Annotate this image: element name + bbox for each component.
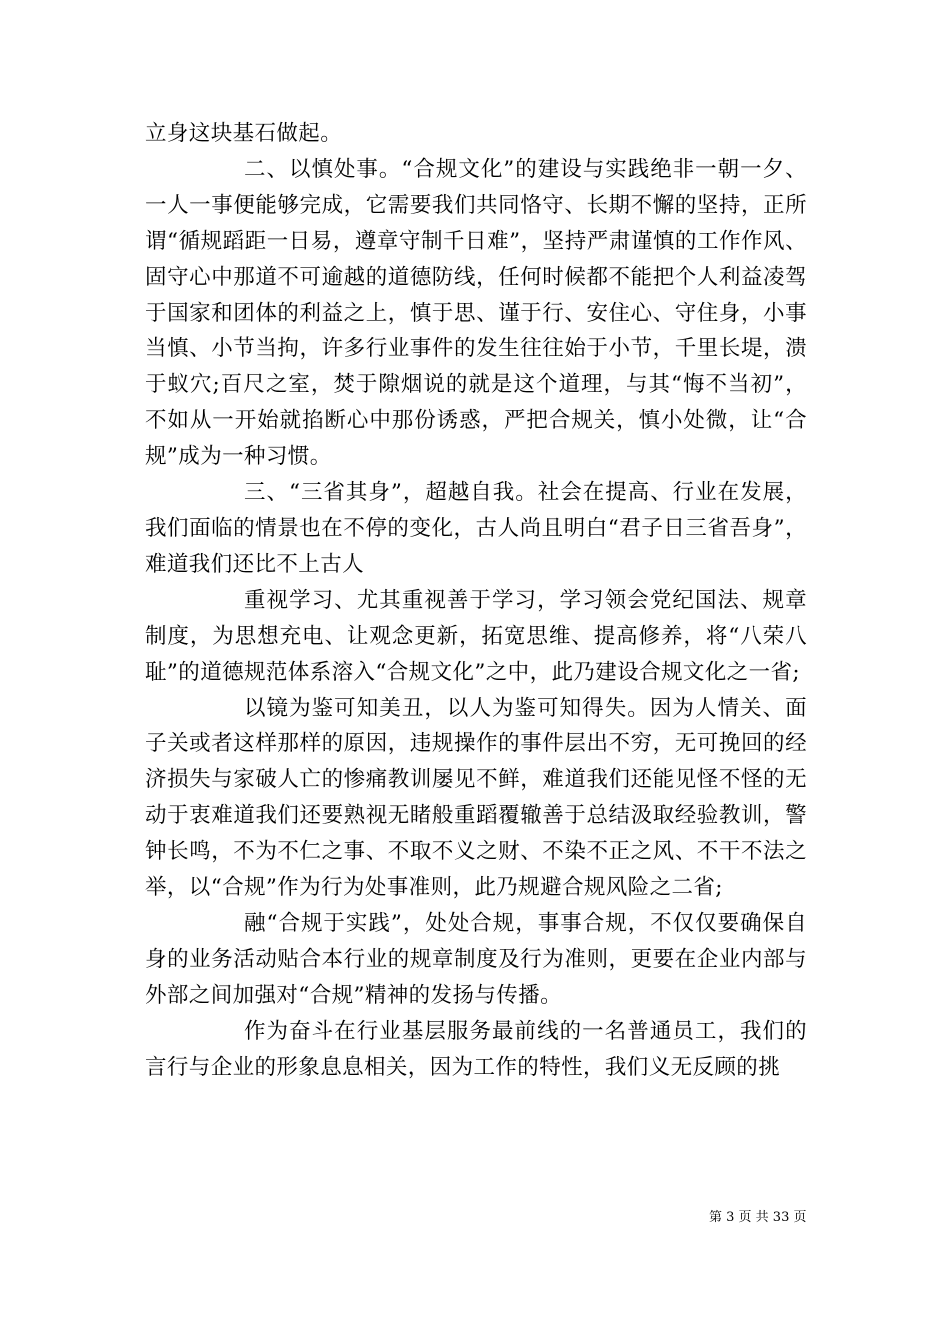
paragraph-5: 以镜为鉴可知美丑，以人为鉴可知得失。因为人情关、面子关或者这样那样的原因，违规操作的事件层出不穷，无可挽回的经济损失与家破人亡的惨痛教训屡见不鲜，难道我们还能见怪不怪的无动于衷难道我们还要熟视无睹般重蹈覆辙善于总结汲取经验教训，警钟长鸣，不为不仁之事、不取不义之财、不染不正之风、不干不法之举，以“合规”作为行为处事准则，此乃规避合规风险之二省; [145, 695, 807, 901]
document-body [145, 116, 807, 1085]
paragraph-7: 作为奋斗在行业基层服务最前线的一名普通员工，我们的言行与企业的形象息息相关，因为工作的特性，我们义无反顾的挑 [145, 1018, 807, 1080]
paragraph-2: 二、以慎处事。“合规文化”的建设与实践绝非一朝一夕、一人一事便能够完成，它需要我们共同恪守、长期不懈的坚持，正所谓“循规蹈距一日易，遵章守制千日难”，坚持严肃谨慎的工作作风、固守心中那道不可逾越的道德防线，任何时候都不能把个人利益凌驾于国家和团体的利益之上，慎于思、谨于行、安住心、守住身，小事当慎、小节当拘，许多行业事件的发生往往始于小节，千里长堤，溃于蚁穴;百尺之室，焚于隙烟说的就是这个道理，与其“悔不当初”，不如从一开始就掐断心中那份诱惑，严把合规关，慎小处微，让“合规”成为一种习惯。 [145, 156, 807, 470]
paragraph-1: 立身这块基石做起。 [145, 121, 343, 146]
paragraph-3: 三、“三省其身”，超越自我。社会在提高、行业在发展，我们面临的情景也在不停的变化，古人尚且明白“君子日三省吾身”，难道我们还比不上古人 [145, 480, 807, 577]
paragraph-6: 融“合规于实践”，处处合规，事事合规，不仅仅要确保自身的业务活动贴合本行业的规章制度及行为准则，更要在企业内部与外部之间加强对“合规”精神的发扬与传播。 [145, 910, 807, 1008]
page-number: 第 3 页 共 33 页 [709, 1210, 807, 1225]
paragraph-4: 重视学习、尤其重视善于学习，学习领会党纪国法、规章制度，为思想充电、让观念更新，拓宽思维、提高修养，将“八荣八耻”的道德规范体系溶入“合规文化”之中，此乃建设合规文化之一省; [145, 587, 807, 685]
